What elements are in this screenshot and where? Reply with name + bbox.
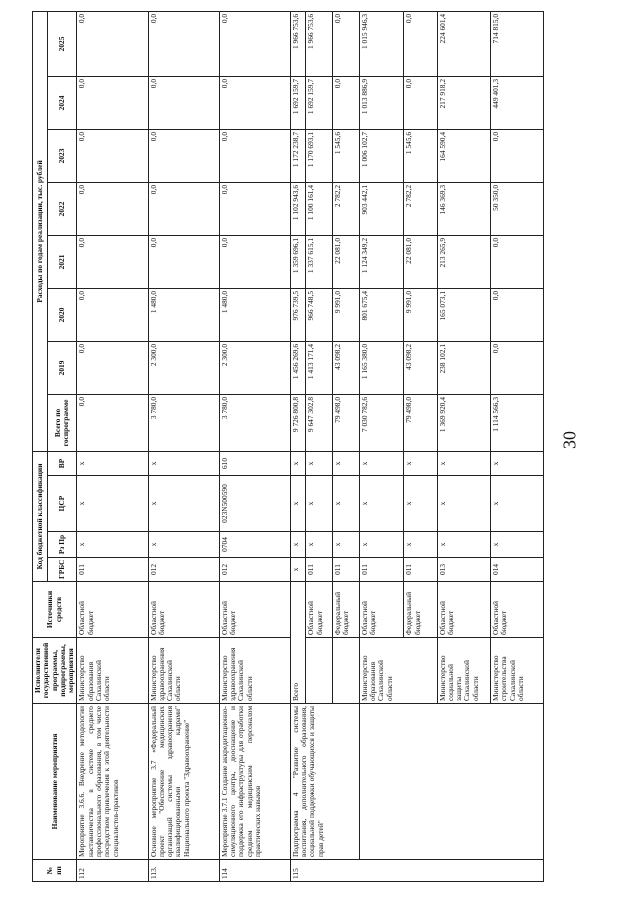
row-value: 238 102,1 <box>437 341 490 394</box>
header-grbs: ГРБС <box>47 558 77 582</box>
row-grbs: 011 <box>77 558 148 582</box>
row-value: 1 545,6 <box>404 129 437 182</box>
header-year: 2021 <box>47 235 77 288</box>
row-executor <box>306 638 333 704</box>
row-value: 714 815,0 <box>490 11 543 76</box>
header-vr: ВР <box>47 451 77 475</box>
row-value: 43 098,2 <box>333 341 360 394</box>
row-executor: Министерство образования Сахалинской области <box>359 638 437 704</box>
row-value: 2 782,2 <box>333 182 360 235</box>
row-value: 966 748,5 <box>306 288 333 341</box>
row-vr: x <box>306 451 333 475</box>
row-value: 449 401,3 <box>490 76 543 129</box>
header-year: 2022 <box>47 182 77 235</box>
row-value: 903 442,1 <box>359 182 403 235</box>
row-value: 50 350,0 <box>490 182 543 235</box>
header-csr: ЦСР <box>47 476 77 532</box>
row-name: Основное мероприятие 3.7 «Федеральный проект "Обеспечение медицинских организаций системы здравоохранения квалифицированными кадрами" Национального проекта "Здравоохранение" <box>148 704 219 860</box>
row-value: 1 359 696,1 <box>290 235 306 288</box>
row-value: 217 918,2 <box>437 76 490 129</box>
row-csr: x <box>437 476 490 532</box>
table-viewport <box>32 13 542 882</box>
row-value: 1 102 943,6 <box>290 182 306 235</box>
row-value: 1 015 946,3 <box>359 11 403 76</box>
row-executor: Министерство здравоохранения Сахалинской области <box>148 638 219 704</box>
row-value: 0,0 <box>490 129 543 182</box>
row-value: 9 991,0 <box>404 288 437 341</box>
row-value: 2 782,2 <box>404 182 437 235</box>
row-name-blank <box>359 704 544 860</box>
row-source: Федеральный бюджет <box>333 582 360 638</box>
row-value: 0,0 <box>219 182 290 235</box>
row-value: 0,0 <box>490 341 543 394</box>
row-total: 3 780,0 <box>219 394 290 451</box>
row-num: 114 <box>219 860 290 882</box>
row-grbs: 011 <box>306 558 333 582</box>
row-total: 7 030 782,6 <box>359 394 403 451</box>
row-total: 79 498,0 <box>333 394 360 451</box>
table-row <box>77 11 148 881</box>
row-value: 0,0 <box>219 129 290 182</box>
row-grbs: 012 <box>219 558 290 582</box>
row-value: 0,0 <box>490 288 543 341</box>
row-rzpr: x <box>290 532 306 558</box>
header-year: 2024 <box>47 76 77 129</box>
row-value: 0,0 <box>404 11 437 76</box>
row-value: 0,0 <box>77 182 148 235</box>
row-vr: x <box>359 451 403 475</box>
row-value: 0,0 <box>219 11 290 76</box>
row-rzpr: x <box>148 532 219 558</box>
row-value: 1 172 238,7 <box>290 129 306 182</box>
row-value: 22 081,0 <box>404 235 437 288</box>
header-expenses: Расходы по годам реализации, тыс. рублей <box>33 11 48 451</box>
header-num: № пп <box>33 860 77 882</box>
row-value: 22 081,0 <box>333 235 360 288</box>
row-vr: x <box>404 451 437 475</box>
row-total: 0,0 <box>77 394 148 451</box>
row-value: 0,0 <box>333 11 360 76</box>
row-vr: x <box>437 451 490 475</box>
row-num: 113. <box>148 860 219 882</box>
row-name: Подпрограмма 4 "Развитие системы воспитания, дополнительного образования, социальной поддержки обучающихся и защиты прав детей" <box>290 704 359 860</box>
row-csr: x <box>359 476 403 532</box>
row-value: 0,0 <box>148 11 219 76</box>
row-value: 0,0 <box>77 341 148 394</box>
row-csr: x <box>333 476 360 532</box>
header-year: 2019 <box>47 341 77 394</box>
row-value: 1 006 102,7 <box>359 129 403 182</box>
row-executor: Министерство строительства Сахалинской области <box>490 638 543 704</box>
header-total: Всего по госпрограмме <box>47 394 77 451</box>
row-value: 1 124 349,2 <box>359 235 403 288</box>
header-year: 2023 <box>47 129 77 182</box>
row-grbs: 012 <box>148 558 219 582</box>
row-value: 1 013 886,9 <box>359 76 403 129</box>
row-name: Мероприятие 3.6.6. Внедрение методологии наставничества в системе среднего профессионального образования, в том числе посредством привлечения к этой деятельности специалистов-практиков <box>77 704 148 860</box>
row-source: Областной бюджет <box>148 582 219 638</box>
row-vr: x <box>490 451 543 475</box>
row-value: 2 300,0 <box>219 341 290 394</box>
table-row <box>290 11 306 881</box>
row-value: 1 480,0 <box>148 288 219 341</box>
row-value: 976 739,5 <box>290 288 306 341</box>
row-executor: Всего <box>290 582 306 704</box>
row-value: 0,0 <box>148 129 219 182</box>
row-total: 1 369 920,4 <box>437 394 490 451</box>
row-value: 1 545,6 <box>333 129 360 182</box>
row-rzpr: x <box>404 532 437 558</box>
row-total: 9 647 302,8 <box>306 394 333 451</box>
header-year: 2025 <box>47 11 77 76</box>
row-value: 1 966 753,6 <box>306 11 333 76</box>
row-csr: x <box>290 476 306 532</box>
row-value: 0,0 <box>490 235 543 288</box>
row-value: 1 966 753,6 <box>290 11 306 76</box>
header-source: Источники средств <box>33 582 77 638</box>
table-row <box>219 11 290 881</box>
row-csr: x <box>490 476 543 532</box>
row-vr: 610 <box>219 451 290 475</box>
row-value: 165 073,1 <box>437 288 490 341</box>
row-value: 0,0 <box>219 76 290 129</box>
row-value: 0,0 <box>219 235 290 288</box>
row-value: 0,0 <box>404 76 437 129</box>
row-value: 146 369,3 <box>437 182 490 235</box>
row-rzpr: x <box>333 532 360 558</box>
rotated-page <box>32 13 542 882</box>
row-grbs: 011 <box>404 558 437 582</box>
table-row <box>148 11 219 881</box>
row-source: Федеральный бюджет <box>404 582 437 638</box>
row-executor: Министерство здравоохранения Сахалинской области <box>219 638 290 704</box>
row-value: 164 590,4 <box>437 129 490 182</box>
row-rzpr: x <box>490 532 543 558</box>
row-num: 115 <box>290 860 544 882</box>
row-value: 1 480,0 <box>219 288 290 341</box>
row-value: 224 601,4 <box>437 11 490 76</box>
row-total: 79 498,0 <box>404 394 437 451</box>
row-num: 112 <box>77 860 148 882</box>
row-total: 3 780,0 <box>148 394 219 451</box>
row-grbs: 011 <box>333 558 360 582</box>
row-vr: x <box>148 451 219 475</box>
row-rzpr: x <box>306 532 333 558</box>
row-value: 0,0 <box>77 235 148 288</box>
row-vr: x <box>333 451 360 475</box>
row-rzpr: x <box>437 532 490 558</box>
row-grbs: 011 <box>359 558 403 582</box>
row-value: 1 692 159,7 <box>290 76 306 129</box>
row-value: 1 413 171,4 <box>306 341 333 394</box>
row-vr: x <box>290 451 306 475</box>
header-name: Наименование мероприятия <box>33 704 77 860</box>
row-source: Областной бюджет <box>219 582 290 638</box>
row-value: 0,0 <box>77 288 148 341</box>
row-value: 0,0 <box>77 129 148 182</box>
row-value: 0,0 <box>148 182 219 235</box>
row-csr: x <box>404 476 437 532</box>
budget-table <box>32 11 544 882</box>
row-rzpr: x <box>359 532 403 558</box>
row-value: 0,0 <box>77 76 148 129</box>
row-value: 1 165 380,0 <box>359 341 403 394</box>
row-value: 1 170 693,1 <box>306 129 333 182</box>
row-csr: x <box>148 476 219 532</box>
row-total: 1 114 566,3 <box>490 394 543 451</box>
row-source: Областной бюджет <box>77 582 148 638</box>
row-vr: x <box>77 451 148 475</box>
header-year: 2020 <box>47 288 77 341</box>
header-budget-code: Код бюджетной классификации <box>33 451 48 581</box>
row-value: 801 675,4 <box>359 288 403 341</box>
row-value: 1 337 615,1 <box>306 235 333 288</box>
row-value: 0,0 <box>333 76 360 129</box>
row-executor <box>333 638 360 704</box>
row-rzpr: x <box>77 532 148 558</box>
row-name: Мероприятие 3.7.1 Создание аккредитационно-симуляционного центра, дооснащение и поддержка его инфраструктуры для отработки средним медицинским персоналом практических навыков <box>219 704 290 860</box>
row-value: 9 991,0 <box>333 288 360 341</box>
row-source: Областной бюджет <box>490 582 543 638</box>
row-value: 1 456 269,6 <box>290 341 306 394</box>
page-number: 30 <box>559 431 580 449</box>
row-value: 0,0 <box>77 11 148 76</box>
row-value: 0,0 <box>148 235 219 288</box>
row-value: 213 265,9 <box>437 235 490 288</box>
row-csr: x <box>77 476 148 532</box>
row-grbs: x <box>290 558 306 582</box>
row-total: 9 726 800,8 <box>290 394 306 451</box>
row-executor: Министерство социальной защиты Сахалинской области <box>437 638 490 704</box>
row-executor: Министерство образования Сахалинской области <box>77 638 148 704</box>
row-rzpr: 0704 <box>219 532 290 558</box>
row-grbs: 013 <box>437 558 490 582</box>
header-executor: Исполнители государственной программы, подпрограммы, мероприятия <box>33 638 77 704</box>
row-source: Областной бюджет <box>359 582 403 638</box>
row-grbs: 014 <box>490 558 543 582</box>
header-rzpr: Рз Пр <box>47 532 77 558</box>
row-source: Областной бюджет <box>437 582 490 638</box>
row-value: 43 098,2 <box>404 341 437 394</box>
table-row <box>359 11 403 881</box>
row-value: 1 692 159,7 <box>306 76 333 129</box>
row-value: 0,0 <box>148 76 219 129</box>
row-value: 2 300,0 <box>148 341 219 394</box>
row-csr: x <box>306 476 333 532</box>
row-value: 1 100 161,4 <box>306 182 333 235</box>
row-source: Областной бюджет <box>306 582 333 638</box>
row-csr: 023N500590 <box>219 476 290 532</box>
